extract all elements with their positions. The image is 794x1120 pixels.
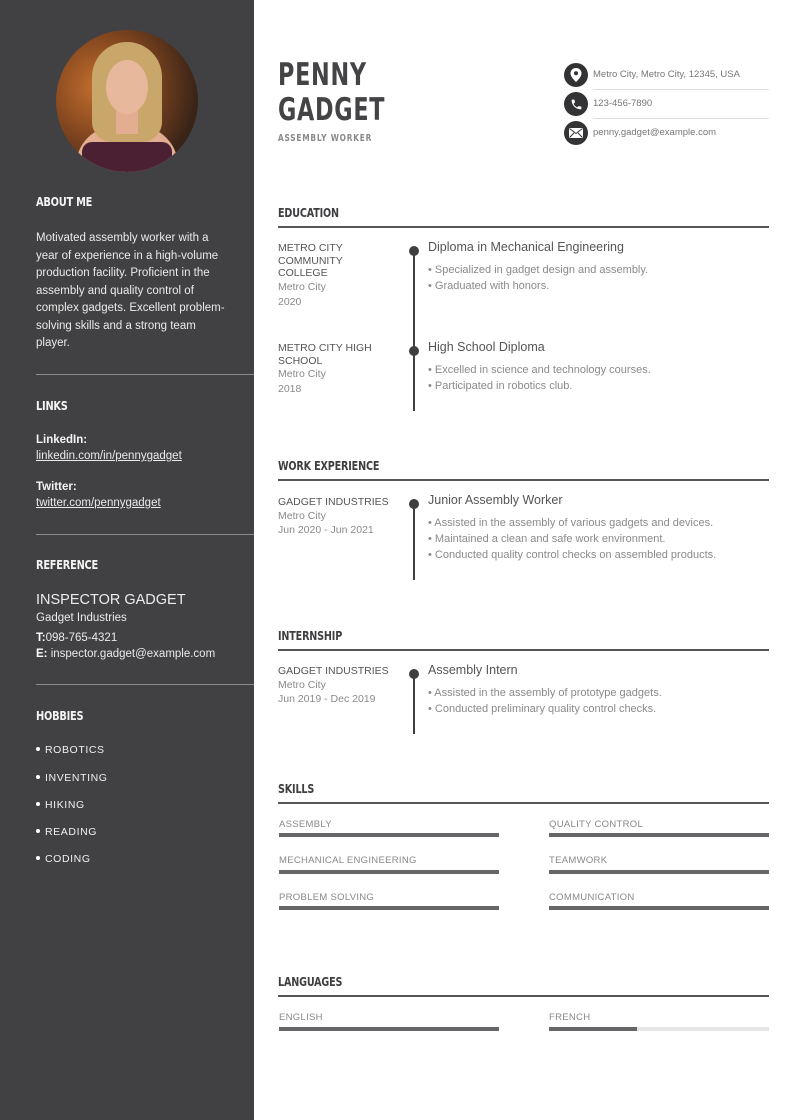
bullet: • Graduated with honors. [428,280,550,292]
education-location: Metro City [278,368,326,380]
internship-org: GADGET INDUSTRIES [278,665,389,677]
divider [36,684,254,685]
skill-bar [279,906,499,910]
skill-label: PROBLEM SOLVING [279,892,375,903]
education-heading: EDUCATION [278,206,339,220]
bullet: • Specialized in gadget design and assembly. [428,264,649,276]
education-org: METRO CITY HIGH SCHOOL [278,342,372,367]
envelope-icon [564,121,588,145]
timeline-line [413,502,415,580]
email-label: E: [36,648,48,660]
skill-label: QUALITY CONTROL [549,819,644,830]
language-label: FRENCH [549,1012,591,1023]
section-rule [278,649,769,651]
skills-heading: SKILLS [278,782,315,796]
job-title: ASSEMBLY WORKER [278,133,373,144]
section-rule [278,802,769,804]
twitter-label: Twitter: [36,481,77,493]
skill-bar [279,833,499,837]
education-date: 2018 [278,383,302,395]
contact-address [564,60,769,89]
phone-label: T: [36,632,46,644]
internship-location: Metro City [278,679,326,691]
timeline-line [413,671,415,734]
timeline-dot [409,669,419,679]
skill-bar [549,906,769,910]
links-heading: LINKS [36,399,68,413]
email-value: inspector.gadget@example.com [50,648,216,660]
address-text: Metro City, Metro City, 12345, USA [593,69,740,80]
language-bar [279,1027,499,1031]
about-heading: ABOUT ME [36,195,93,209]
profile-photo [56,30,198,172]
divider [36,534,254,535]
reference-name: INSPECTOR GADGET [36,592,186,608]
skill-label: COMMUNICATION [549,892,635,903]
email-text: penny.gadget@example.com [593,127,717,138]
contact-email [564,118,769,147]
about-text: Motivated assembly worker with a year of experience in a high-volume production facility. Proficient in the assembly and quality control of complex gadgets. Excellent problem-solving skills and a strong team player. [36,232,225,349]
bullet: • Conducted preliminary quality control checks. [428,703,657,715]
languages-heading: LANGUAGES [278,975,343,989]
timeline-line [413,248,415,411]
education-location: Metro City [278,281,326,293]
work-date: Jun 2020 - Jun 2021 [278,524,374,536]
education-org: METRO CITY COMMUNITY COLLEGE [278,242,343,279]
hobby-item: INVENTING [36,772,108,784]
phone-icon [564,92,588,116]
contact-phone [564,89,769,118]
twitter-link[interactable]: twitter.com/pennygadget [36,497,161,509]
education-date: 2020 [278,296,302,308]
hobby-item: ROBOTICS [36,744,105,756]
work-location: Metro City [278,510,326,522]
section-rule [278,479,769,481]
internship-date: Jun 2019 - Dec 2019 [278,693,376,705]
skill-label: TEAMWORK [549,855,608,866]
divider [36,374,254,375]
language-label: ENGLISH [279,1012,323,1023]
language-bar [549,1027,769,1031]
linkedin-label: LinkedIn: [36,434,88,446]
reference-phone [36,632,117,644]
bullet: • Conducted quality control checks on assembled products. [428,549,717,561]
section-rule [278,995,769,997]
timeline-dot [409,246,419,256]
reference-email [36,648,215,660]
bullet: • Excelled in science and technology courses. [428,364,651,376]
bullet: • Participated in robotics club. [428,380,573,392]
hobby-item: READING [36,826,97,838]
skill-bar [279,870,499,874]
timeline-dot [409,346,419,356]
section-rule [278,226,769,228]
reference-company: Gadget Industries [36,612,127,624]
bullet: • Assisted in the assembly of prototype gadgets. [428,687,662,699]
skill-label: MECHANICAL ENGINEERING [279,855,417,866]
education-title: High School Diploma [428,340,545,354]
location-pin-icon [564,63,588,87]
phone-value: 098-765-4321 [45,632,118,644]
linkedin-link[interactable]: linkedin.com/in/pennygadget [36,450,182,462]
internship-title: Assembly Intern [428,663,518,677]
bullet: • Assisted in the assembly of various gadgets and devices. [428,517,714,529]
hobbies-heading: HOBBIES [36,709,84,723]
candidate-name: PENNY GADGET [278,57,386,128]
work-title: Junior Assembly Worker [428,493,563,507]
sidebar [0,0,254,1120]
bullet: • Maintained a clean and safe work environment. [428,533,666,545]
phone-text: 123-456-7890 [593,98,653,109]
skill-bar [549,833,769,837]
work-heading: WORK EXPERIENCE [278,459,380,473]
timeline-dot [409,499,419,509]
education-title: Diploma in Mechanical Engineering [428,240,624,254]
hobby-item: HIKING [36,799,85,811]
skill-bar [549,870,769,874]
internship-heading: INTERNSHIP [278,629,343,643]
reference-heading: REFERENCE [36,558,99,572]
work-org: GADGET INDUSTRIES [278,496,389,508]
skill-label: ASSEMBLY [279,819,332,830]
hobby-item: CODING [36,853,91,865]
